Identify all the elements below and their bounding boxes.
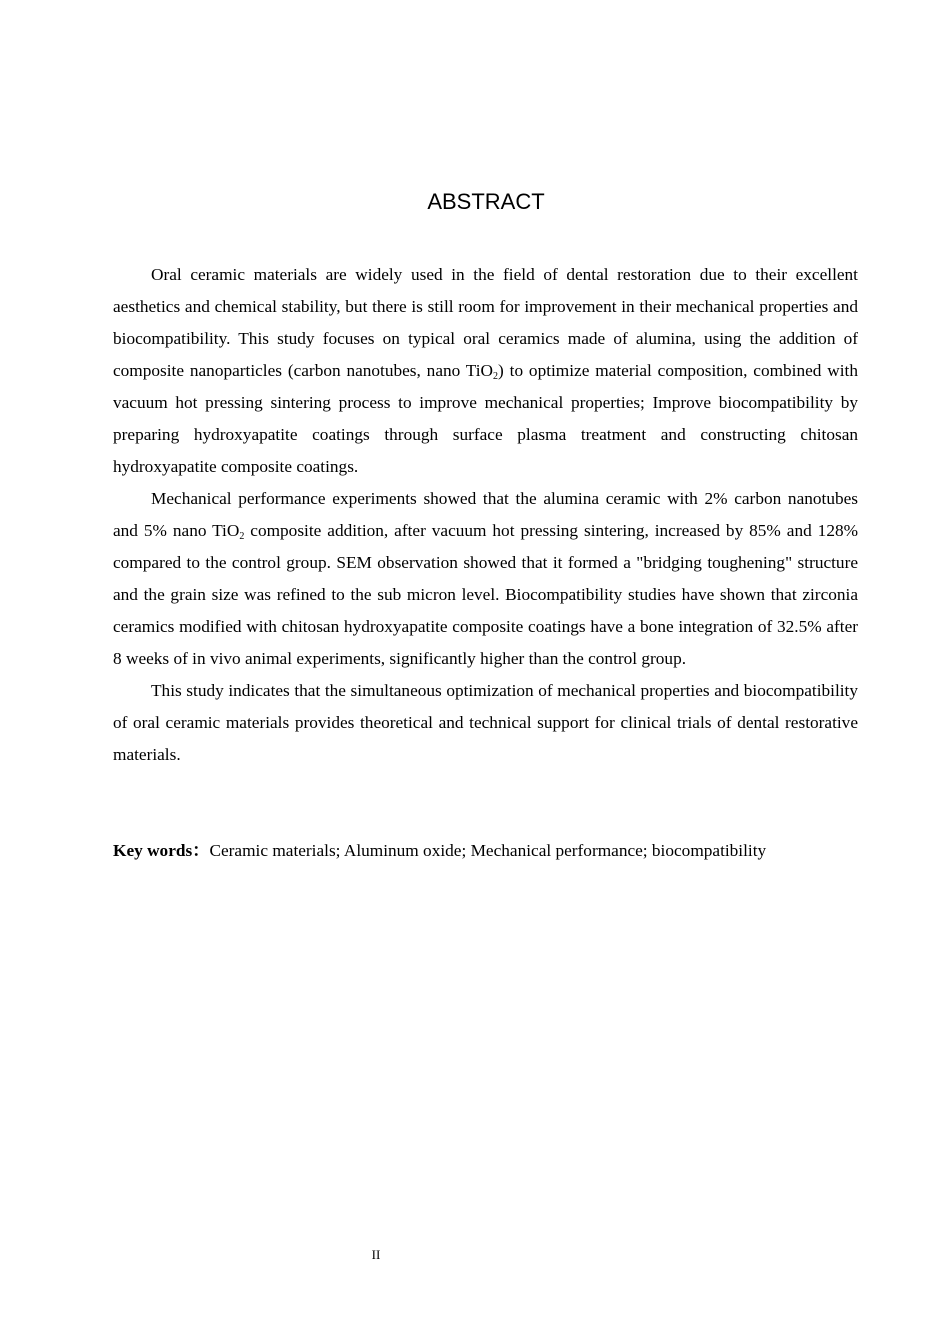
subscript-2: 2 <box>239 531 245 542</box>
subscript-2: 2 <box>493 371 499 382</box>
paragraph-3: This study indicates that the simultaneous optimization of mechanical properties and biocompatibility of oral ceramic materials provides theoretical and technical support for clinical trials of dental restorative materials. <box>113 681 858 764</box>
keywords-line <box>113 835 873 867</box>
abstract-body <box>113 259 858 771</box>
paragraph-1-text-b: ) to optimize material composition, combined with vacuum hot pressing sintering process to improve mechanical properties; Improve biocompatibility by preparing hydroxyapatite coatings through surface plasma treatment and constructing chitosan hydroxyapatite composite coatings. <box>113 361 858 476</box>
paragraph-2-text-b: composite addition, after vacuum hot pressing sintering, increased by 85% and 128% compared to the control group. SEM observation showed that it formed a "bridging toughening" structure and the grain size was refined to the sub micron level. Biocompatibility studies have shown that zirconia ceramics modified with chitosan hydroxyapatite composite coatings have a bone integration of 32.5% after 8 weeks of in vivo animal experiments, significantly higher than the control group. <box>113 521 858 668</box>
paragraph-2 <box>113 483 858 675</box>
keywords-text: Ceramic materials; Aluminum oxide; Mechanical performance; biocompatibility <box>209 841 767 860</box>
abstract-title: ABSTRACT <box>427 189 545 214</box>
paragraph-1 <box>113 259 858 483</box>
keywords-label: Key words： <box>113 841 210 860</box>
paragraph-1-text-a: Oral ceramic materials are widely used in the field of dental restoration due to their excellent aesthetics and chemical stability, but there is still room for improvement in their mechanical properties and biocompatibility. This study focuses on typical oral ceramics made of alumina, using the addition of composite nanoparticles (carbon nanotubes, nano TiO <box>113 265 858 380</box>
page-number: II <box>371 1247 381 1262</box>
paragraph-2-text-a: Mechanical performance experiments showed that the alumina ceramic with 2% carbon nanotubes and 5% nano TiO <box>113 489 858 540</box>
